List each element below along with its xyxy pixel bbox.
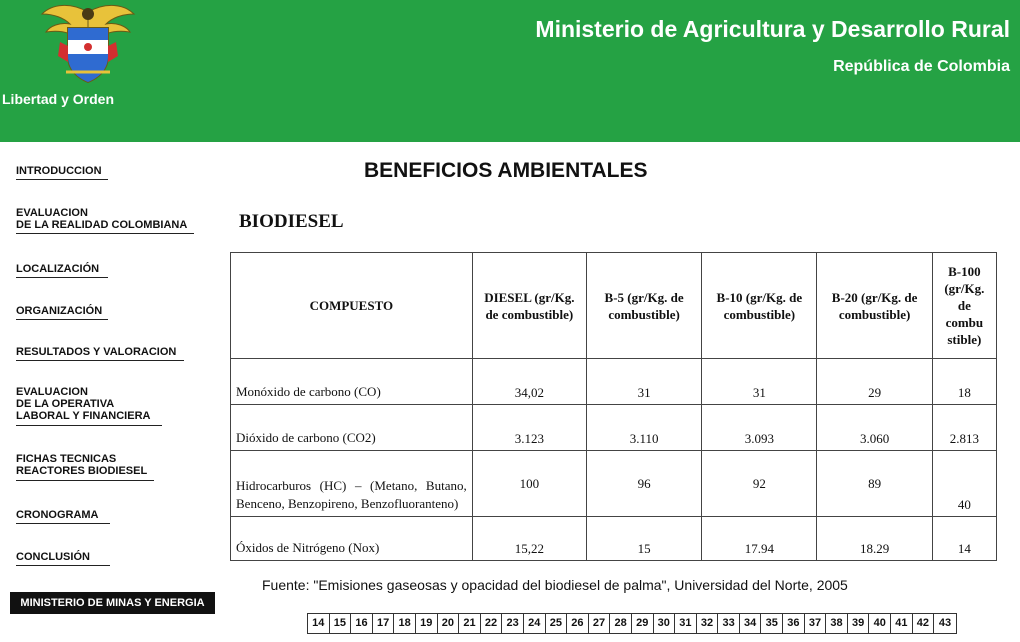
page-link[interactable]: 43 [938, 617, 952, 629]
page-link[interactable]: 20 [438, 614, 460, 633]
coat-of-arms-icon [40, 2, 136, 86]
nav-underline [16, 480, 154, 481]
header-cell: COMPUESTO [231, 253, 473, 359]
page-link[interactable]: 14 [308, 614, 330, 633]
compound-cell: Hidrocarburos (HC) – (Metano, Butano, Benceno, Benzopireno, Benzofluoranteno) [231, 451, 473, 517]
value-cell: 3.110 [586, 405, 701, 451]
page-link[interactable]: 25 [546, 614, 568, 633]
nav-underline [16, 277, 108, 278]
value-cell: 15 [586, 517, 701, 561]
value-cell: 3.093 [702, 405, 817, 451]
value-cell: 18.29 [817, 517, 932, 561]
header-cell: B-5 (gr/Kg. de combustible) [586, 253, 701, 359]
ministry-title: Ministerio de Agricultura y Desarrollo Rural [535, 16, 1010, 42]
source-citation: Fuente: "Emisiones gaseosas y opacidad del biodiesel de palma", Universidad del Norte, 2005 [262, 577, 848, 593]
page-link[interactable]: 23 [502, 614, 524, 633]
nav-underline [16, 565, 110, 566]
page-link[interactable]: 31 [675, 614, 697, 633]
emissions-table [230, 252, 997, 561]
sidebar-nav [0, 150, 225, 620]
value-cell: 34,02 [472, 359, 586, 405]
nav-item-localizacion[interactable]: LOCALIZACIÓN [16, 263, 100, 275]
nav-underline [16, 425, 162, 426]
page-link[interactable]: 27 [589, 614, 611, 633]
nav-item-introduccion[interactable]: INTRODUCCION [16, 165, 102, 177]
page-link[interactable]: 28 [610, 614, 632, 633]
value-cell: 29 [817, 359, 932, 405]
table-row [231, 405, 997, 451]
header-cell: B-20 (gr/Kg. de combustible) [817, 253, 932, 359]
nav-item-evaluacion-operativa[interactable]: EVALUACION DE LA OPERATIVA LABORAL Y FINANCIERA [16, 386, 151, 422]
motto-text: Libertad y Orden [2, 91, 115, 107]
page-link[interactable]: 42 [913, 614, 935, 633]
table-row [231, 451, 997, 517]
nav-item-fichas-tecnicas[interactable]: FICHAS TECNICAS REACTORES BIODIESEL [16, 453, 148, 477]
page-link[interactable]: 18 [394, 614, 416, 633]
ministerio-minas-button[interactable]: MINISTERIO DE MINAS Y ENERGIA [10, 592, 215, 614]
nav-item-conclusion[interactable]: CONCLUSIÓN [16, 551, 90, 563]
value-cell: 89 [817, 451, 932, 517]
page-link[interactable]: 29 [632, 614, 654, 633]
page-link[interactable]: 21 [459, 614, 481, 633]
table-row [231, 517, 997, 561]
page-navigation [307, 613, 957, 634]
value-cell: 14 [932, 517, 996, 561]
value-cell: 40 [932, 451, 996, 517]
compound-cell: Dióxido de carbono (CO2) [231, 405, 473, 451]
nav-item-evaluacion-realidad[interactable]: EVALUACION DE LA REALIDAD COLOMBIANA [16, 207, 188, 231]
nav-underline [16, 179, 108, 180]
nav-item-resultados[interactable]: RESULTADOS Y VALORACION [16, 346, 177, 358]
compound-cell: Monóxido de carbono (CO) [231, 359, 473, 405]
page-link[interactable]: 37 [805, 614, 827, 633]
value-cell: 3.060 [817, 405, 932, 451]
value-cell: 15,22 [472, 517, 586, 561]
nav-item-organizacion[interactable]: ORGANIZACIÓN [16, 305, 103, 317]
page-link[interactable]: 41 [891, 614, 913, 633]
header-banner [0, 0, 1020, 142]
page-link[interactable]: 38 [826, 614, 848, 633]
republic-subtitle: República de Colombia [833, 58, 1010, 75]
header-cell: B-10 (gr/Kg. de combustible) [702, 253, 817, 359]
page-link[interactable]: 22 [481, 614, 503, 633]
page-link[interactable]: 32 [697, 614, 719, 633]
value-cell: 96 [586, 451, 701, 517]
table-row [231, 359, 997, 405]
page-title: BENEFICIOS AMBIENTALES [364, 159, 648, 182]
page-link[interactable]: 15 [330, 614, 352, 633]
page-link[interactable]: 24 [524, 614, 546, 633]
page-link[interactable]: 16 [351, 614, 373, 633]
nav-underline [16, 360, 184, 361]
nav-underline [16, 319, 108, 320]
value-cell: 3.123 [472, 405, 586, 451]
page-link[interactable]: 30 [654, 614, 676, 633]
page-link[interactable]: 35 [761, 614, 783, 633]
page-link[interactable]: 33 [718, 614, 740, 633]
compound-cell: Óxidos de Nitrógeno (Nox) [231, 517, 473, 561]
nav-item-cronograma[interactable]: CRONOGRAMA [16, 509, 99, 521]
table-header-row [231, 253, 997, 359]
value-cell: 100 [472, 451, 586, 517]
value-cell: 18 [932, 359, 996, 405]
page-link[interactable]: 39 [848, 614, 870, 633]
page-link[interactable]: 26 [567, 614, 589, 633]
value-cell: 31 [702, 359, 817, 405]
nav-underline [16, 233, 194, 234]
value-cell: 92 [702, 451, 817, 517]
value-cell: 17.94 [702, 517, 817, 561]
header-cell: B-100 (gr/Kg. de combu stible) [932, 253, 996, 359]
header-cell: DIESEL (gr/Kg. de combustible) [472, 253, 586, 359]
page-link[interactable]: 40 [869, 614, 891, 633]
section-title: BIODIESEL [239, 211, 344, 232]
value-cell: 2.813 [932, 405, 996, 451]
page-link[interactable]: 34 [740, 614, 762, 633]
nav-underline [16, 523, 110, 524]
value-cell: 31 [586, 359, 701, 405]
page-link[interactable]: 36 [783, 614, 805, 633]
page-link[interactable]: 17 [373, 614, 395, 633]
page-link[interactable]: 19 [416, 614, 438, 633]
